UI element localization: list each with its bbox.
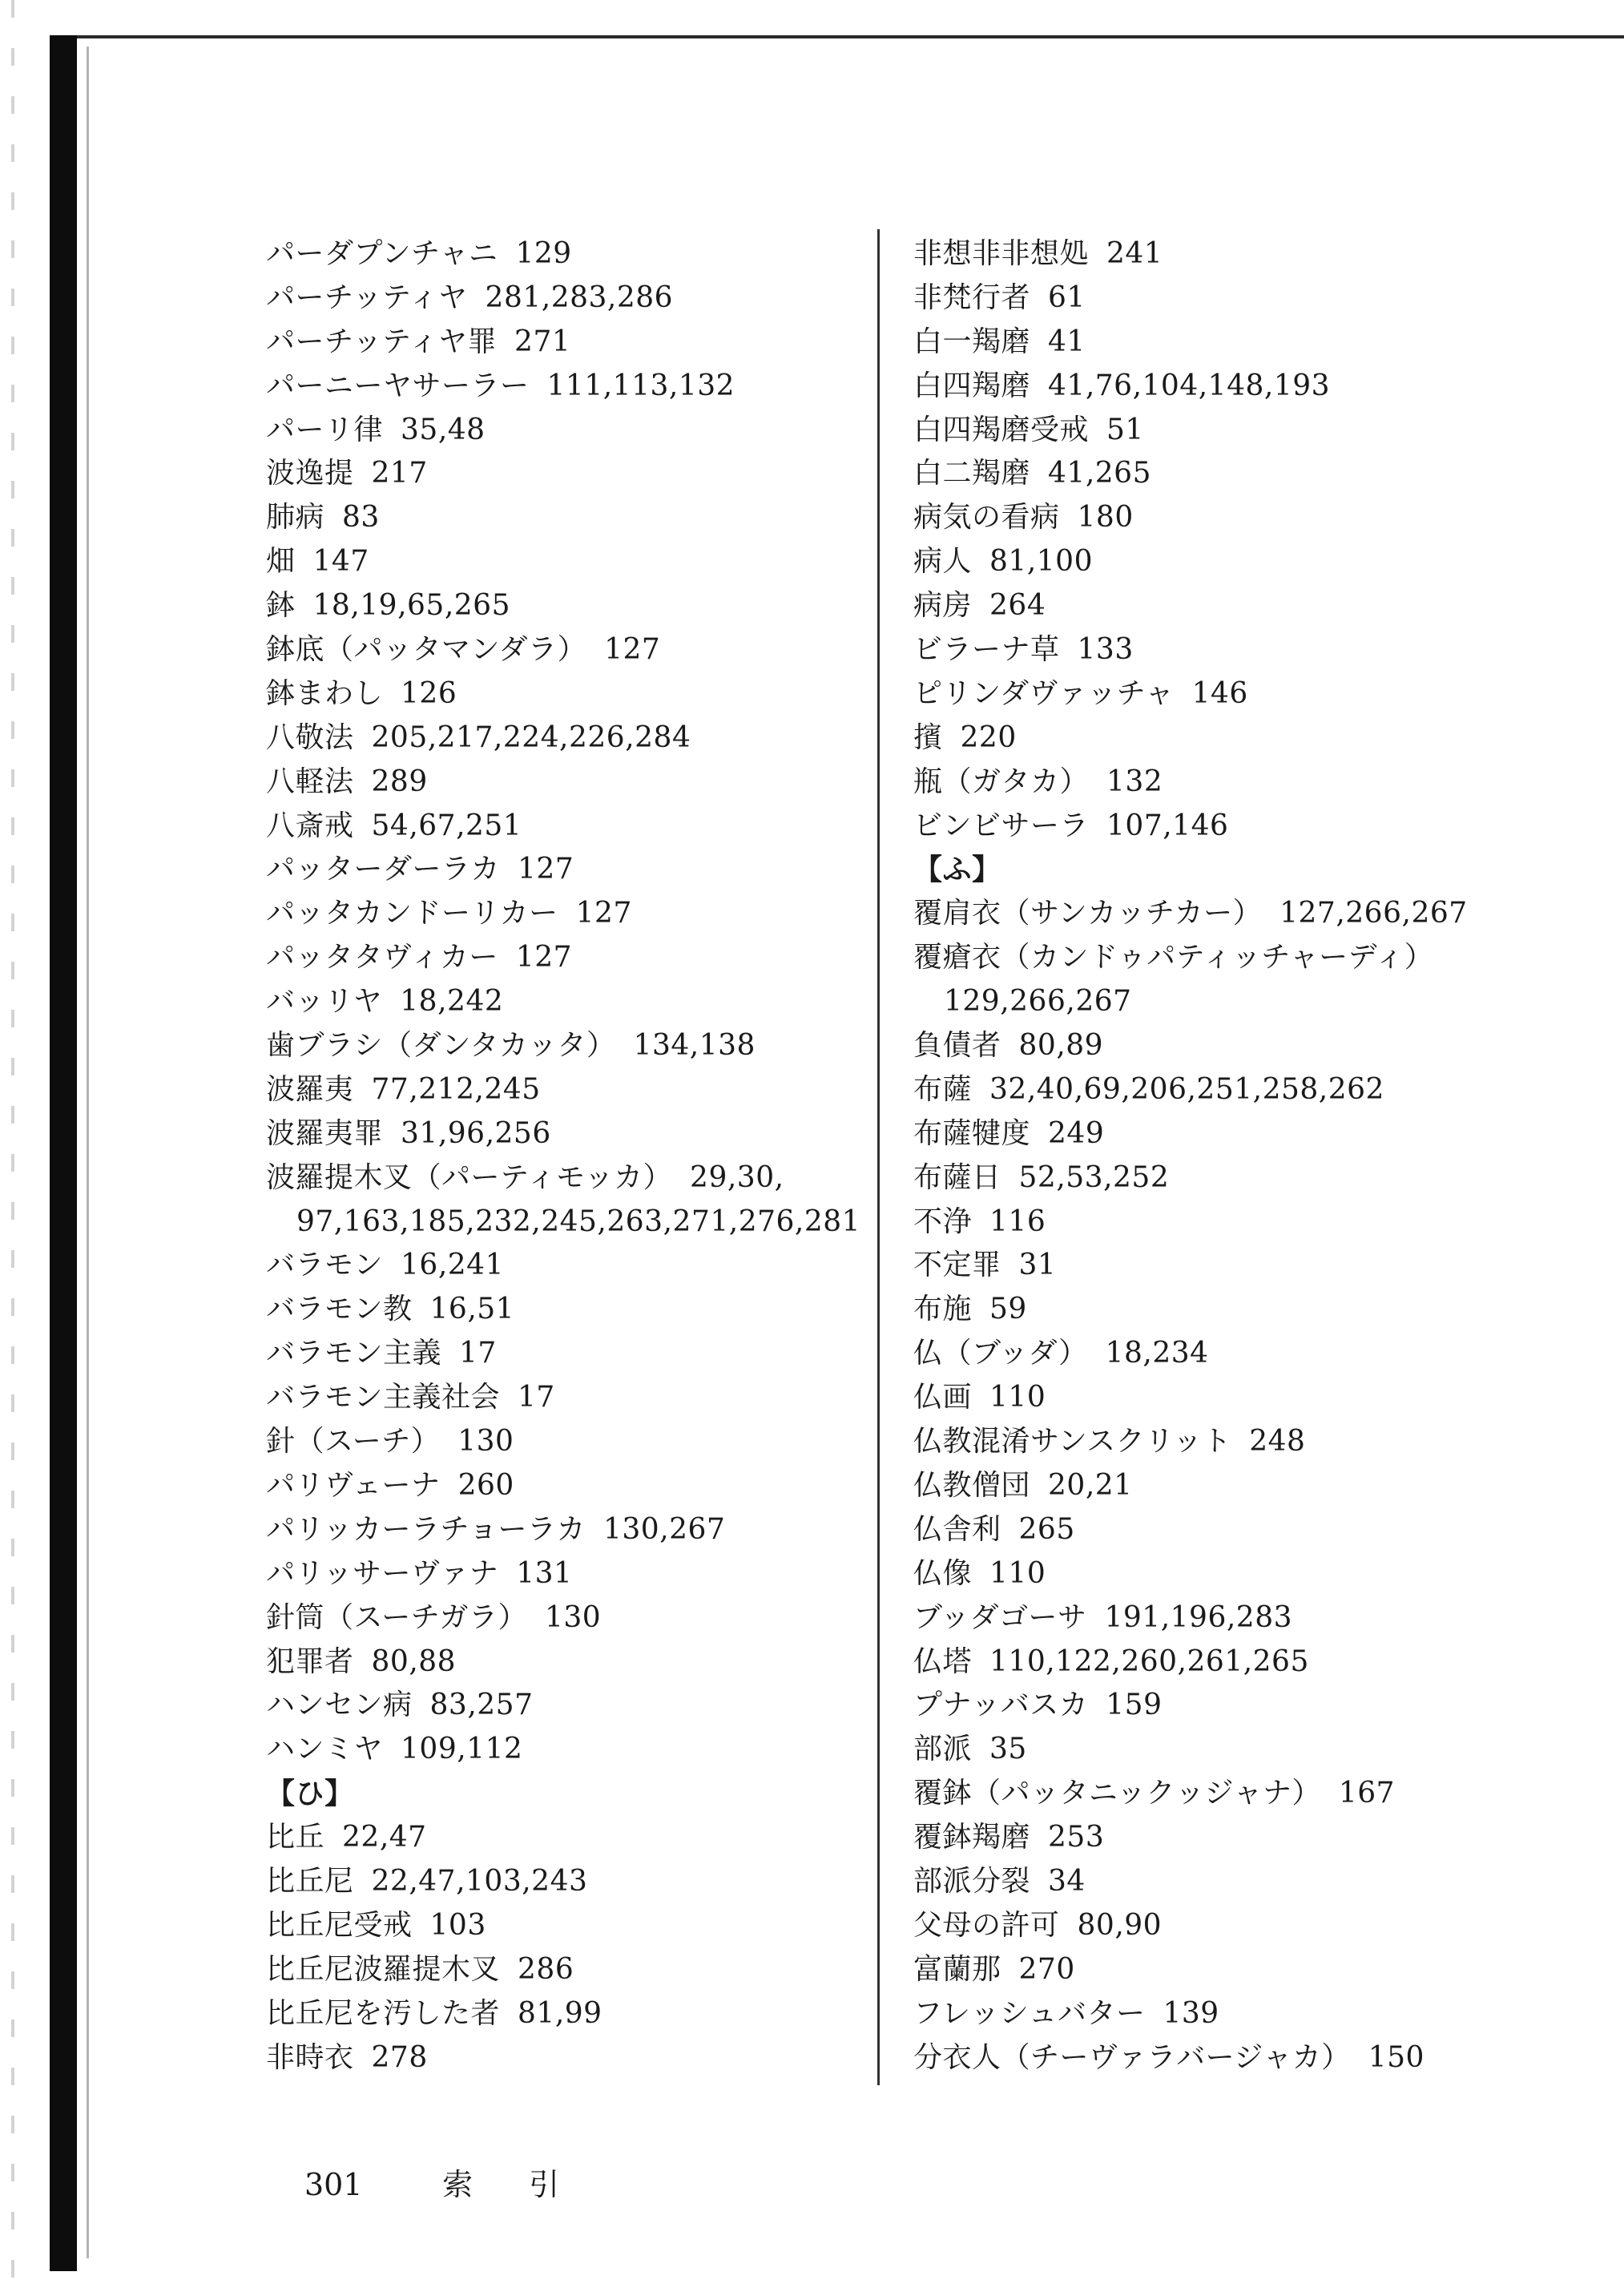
index-entry — [266, 584, 859, 628]
index-pages: 205,217,224,226,284 — [371, 720, 691, 754]
index-entry — [913, 892, 1618, 936]
index-pages: 159 — [1106, 1689, 1163, 1722]
index-term: 白四羯磨 — [913, 369, 1031, 402]
index-entry — [266, 892, 859, 936]
index-term: ブッダゴーサ — [913, 1600, 1087, 1634]
index-pages: 22,47 — [342, 1821, 427, 1854]
index-pages: 51 — [1106, 413, 1144, 446]
index-entry — [913, 1200, 1618, 1245]
index-pages: 110 — [989, 1556, 1046, 1590]
index-entry — [913, 716, 1618, 761]
index-entry — [266, 848, 859, 892]
index-pages: 59 — [989, 1293, 1027, 1326]
index-term: 針筒（スーチガラ） — [266, 1600, 527, 1634]
index-entry — [266, 452, 859, 496]
index-term: 波逸提 — [266, 457, 354, 490]
index-pages: 127 — [518, 853, 574, 886]
index-pages: 31,96,256 — [401, 1116, 551, 1150]
index-term: 部派 — [913, 1733, 973, 1766]
index-term: バラモン主義社会 — [266, 1381, 501, 1414]
index-entry — [913, 1508, 1618, 1552]
index-pages: 32,40,69,206,251,258,262 — [989, 1072, 1384, 1106]
index-pages: 133 — [1077, 633, 1134, 667]
index-pages: 249 — [1048, 1116, 1105, 1150]
index-pages: 150 — [1368, 2040, 1425, 2074]
index-entry — [913, 409, 1618, 453]
index-term: 覆鉢（パッタニックッジャナ） — [913, 1777, 1321, 1810]
index-term: 非梵行者 — [913, 280, 1031, 314]
index-term: 八斎戒 — [266, 809, 354, 842]
index-term: パーリ律 — [266, 413, 384, 446]
index-pages: 77,212,245 — [371, 1072, 541, 1106]
index-pages: 83 — [342, 501, 380, 535]
index-column-right — [913, 232, 1618, 2080]
index-term: 覆肩衣（サンカッチカー） — [913, 897, 1263, 930]
index-pages: 41 — [1048, 325, 1086, 358]
index-pages: 127 — [604, 633, 661, 667]
scan-binding-shadow — [50, 35, 77, 2271]
index-entry — [913, 365, 1618, 409]
index-entry — [266, 1332, 859, 1376]
index-entry — [913, 1816, 1618, 1860]
index-pages: 286 — [518, 1952, 574, 1986]
index-term: ビラーナ草 — [913, 633, 1060, 667]
index-entry — [266, 761, 859, 805]
index-term: バラモン主義 — [266, 1337, 442, 1370]
index-entry — [266, 276, 859, 321]
index-pages: 41,265 — [1048, 457, 1151, 490]
index-term: 比丘尼を汚した者 — [266, 1996, 501, 2030]
index-term: 白二羯磨 — [913, 457, 1031, 490]
index-term: 仏画 — [913, 1381, 973, 1414]
index-pages: 34 — [1048, 1864, 1086, 1898]
index-term: 仏教僧団 — [913, 1468, 1031, 1502]
index-term: 覆鉢羯磨 — [913, 1821, 1031, 1854]
index-entry — [913, 980, 1618, 1024]
index-term: 白一羯磨 — [913, 325, 1031, 358]
index-pages: 17 — [459, 1337, 497, 1370]
index-entry — [266, 1552, 859, 1596]
index-entry — [266, 2036, 859, 2080]
scan-edge-specks — [11, 0, 14, 2296]
index-pages: 281,283,286 — [485, 280, 674, 314]
index-entry — [266, 1288, 859, 1332]
index-pages: 147 — [312, 545, 369, 579]
index-entry — [266, 1596, 859, 1640]
index-pages: 41,76,104,148,193 — [1048, 369, 1331, 402]
index-term: パリッサーヴァナ — [266, 1556, 499, 1590]
index-pages: 265 — [1018, 1512, 1075, 1546]
index-pages: 18,242 — [400, 985, 504, 1019]
index-term: パリッカーラチョーラカ — [266, 1512, 586, 1546]
index-pages: 35 — [989, 1733, 1027, 1766]
index-term: パリヴェーナ — [266, 1468, 441, 1502]
index-term: 病房 — [913, 589, 973, 623]
index-pages: 248 — [1249, 1425, 1306, 1459]
index-pages: 29,30, — [690, 1160, 784, 1194]
index-pages: 260 — [457, 1468, 514, 1502]
index-pages: 103 — [429, 1908, 486, 1942]
index-term: 病人 — [913, 545, 973, 579]
index-pages: 83,257 — [429, 1689, 534, 1722]
index-entry — [913, 936, 1618, 980]
index-entry — [266, 1904, 859, 1948]
index-pages: 129 — [515, 237, 572, 270]
index-term: バラモン — [266, 1249, 384, 1282]
index-entry — [913, 2036, 1618, 2080]
index-entry — [913, 628, 1618, 672]
index-term: 鉢まわし — [266, 676, 384, 710]
index-pages: 217 — [371, 457, 428, 490]
index-term: 父母の許可 — [913, 1908, 1060, 1942]
index-pages: 139 — [1163, 1996, 1219, 2030]
index-pages: 130,267 — [602, 1512, 726, 1546]
index-entry — [266, 672, 859, 716]
index-term: 比丘尼波羅提木叉 — [266, 1952, 501, 1986]
index-term: パーチッティヤ — [266, 280, 468, 314]
index-entry — [266, 1024, 859, 1068]
index-entry — [913, 1640, 1618, 1685]
index-entry — [913, 1596, 1618, 1640]
index-entry — [913, 1772, 1618, 1816]
index-term: パーチッティヤ罪 — [266, 325, 498, 358]
index-pages: 167 — [1338, 1777, 1396, 1810]
scan-margin-line — [87, 46, 89, 2258]
index-entry — [266, 232, 859, 276]
index-pages: 20,21 — [1048, 1468, 1133, 1502]
index-pages: 127,266,267 — [1279, 897, 1468, 930]
index-term: フレッシュバター — [913, 1996, 1146, 2030]
index-term: 不浄 — [913, 1204, 973, 1238]
index-term: 仏教混淆サンスクリット — [913, 1425, 1232, 1459]
index-term: 比丘尼 — [266, 1864, 354, 1898]
index-entry — [913, 1948, 1618, 1992]
index-term: 覆瘡衣（カンドゥパティッチャーディ） — [913, 941, 1434, 974]
column-divider — [877, 229, 880, 2085]
index-term: 病気の看病 — [913, 501, 1060, 535]
index-entry — [266, 1948, 859, 1992]
index-term: 波羅夷 — [266, 1072, 354, 1106]
index-pages: 241 — [1106, 237, 1163, 270]
index-pages: 16,51 — [429, 1293, 515, 1326]
index-entry — [266, 716, 859, 761]
page-top-rule — [56, 35, 1624, 38]
index-term: パッタタヴィカー — [266, 941, 498, 974]
index-term: 針（スーチ） — [266, 1425, 441, 1459]
index-pages: 54,67,251 — [371, 809, 522, 842]
index-entry — [913, 1904, 1618, 1948]
index-entry — [913, 276, 1618, 321]
index-entry — [266, 409, 859, 453]
index-term: 不定罪 — [913, 1249, 1001, 1282]
index-entry — [913, 1860, 1618, 1904]
index-term: 仏塔 — [913, 1644, 973, 1678]
index-pages: 116 — [989, 1204, 1046, 1238]
index-entry — [913, 1552, 1618, 1596]
index-term: 【ひ】 — [266, 1777, 354, 1811]
index-pages: 17 — [518, 1381, 555, 1414]
index-pages: 131 — [516, 1556, 573, 1590]
index-entry — [266, 1156, 859, 1200]
index-entry — [913, 1112, 1618, 1156]
index-entry — [266, 1420, 859, 1464]
index-pages: 61 — [1048, 280, 1086, 314]
index-term: 八軽法 — [266, 765, 354, 798]
index-pages: 110,122,260,261,265 — [989, 1644, 1309, 1678]
index-pages: 134,138 — [633, 1029, 756, 1063]
index-term: 仏舎利 — [913, 1512, 1001, 1546]
index-entry — [913, 1376, 1618, 1420]
index-entry — [913, 496, 1618, 540]
index-pages: 130 — [457, 1425, 514, 1459]
index-pages: 81,100 — [989, 545, 1093, 579]
index-entry — [913, 1464, 1618, 1508]
index-entry — [266, 805, 859, 849]
index-pages: 126 — [401, 676, 457, 710]
index-term: プナッバスカ — [913, 1689, 1089, 1722]
index-entry — [266, 1816, 859, 1860]
index-entry — [266, 1728, 859, 1772]
index-pages: 80,89 — [1018, 1029, 1104, 1063]
index-pages: 107,146 — [1106, 809, 1229, 842]
index-entry — [913, 452, 1618, 496]
index-term: ピリンダヴァッチャ — [913, 676, 1175, 710]
section-label: 索引 — [442, 2167, 616, 2202]
index-term: パーダプンチャニ — [266, 237, 498, 270]
index-pages: 220 — [960, 720, 1017, 754]
index-pages: 132 — [1106, 765, 1163, 798]
index-entry — [266, 1244, 859, 1288]
index-entry — [266, 980, 859, 1024]
index-entry — [266, 628, 859, 672]
index-entry — [913, 1244, 1618, 1288]
index-entry — [913, 1332, 1618, 1376]
index-term: 富蘭那 — [913, 1952, 1001, 1986]
index-term: 布施 — [913, 1293, 973, 1326]
index-term: パーニーヤサーラー — [266, 369, 530, 402]
index-entry — [913, 1992, 1618, 2036]
index-term: 八敬法 — [266, 720, 354, 754]
index-term: 分衣人（チーヴァラバージャカ） — [913, 2040, 1351, 2074]
index-term: バラモン教 — [266, 1293, 413, 1326]
index-entry — [913, 1728, 1618, 1772]
index-term: 布薩日 — [913, 1160, 1001, 1194]
page-footer — [304, 2160, 615, 2204]
index-term: 歯ブラシ（ダンタカッタ） — [266, 1029, 616, 1063]
index-pages: 278 — [371, 2040, 428, 2074]
index-term: 畑 — [266, 545, 296, 579]
index-entry — [266, 1068, 859, 1112]
index-term: パッターダーラカ — [266, 853, 501, 886]
index-term: 比丘 — [266, 1821, 325, 1854]
index-pages: 81,99 — [518, 1996, 602, 2030]
index-term: 部派分裂 — [913, 1864, 1031, 1898]
index-entry — [266, 936, 859, 980]
index-term: 波羅提木叉（パーティモッカ） — [266, 1160, 673, 1194]
index-pages: 35,48 — [401, 413, 486, 446]
index-entry — [266, 1860, 859, 1904]
index-entry — [266, 1376, 859, 1420]
index-term: 比丘尼受戒 — [266, 1908, 413, 1942]
index-term: ビンビサーラ — [913, 809, 1090, 842]
index-entry — [913, 540, 1618, 584]
index-term: バッリヤ — [266, 985, 383, 1019]
index-term: 白四羯磨受戒 — [913, 413, 1090, 446]
index-entry — [913, 1684, 1618, 1728]
index-term: 鉢底（パッタマンダラ） — [266, 633, 587, 667]
index-pages: 110 — [989, 1381, 1046, 1414]
index-entry — [913, 1156, 1618, 1200]
index-pages: 52,53,252 — [1018, 1160, 1170, 1194]
index-term: 肺病 — [266, 501, 325, 535]
index-term: 【ふ】 — [913, 853, 1001, 887]
index-entry — [913, 1024, 1618, 1068]
index-entry — [266, 1112, 859, 1156]
index-entry — [913, 321, 1618, 365]
index-pages: 109,112 — [401, 1733, 523, 1766]
index-entry — [266, 321, 859, 365]
index-pages: 253 — [1048, 1821, 1105, 1854]
index-pages: 289 — [371, 765, 428, 798]
index-pages: 18,234 — [1105, 1337, 1209, 1370]
index-entry — [266, 1200, 859, 1245]
index-entry — [913, 1420, 1618, 1464]
index-entry — [266, 496, 859, 540]
index-pages: 22,47,103,243 — [371, 1864, 588, 1898]
index-term: 非時衣 — [266, 2040, 354, 2074]
index-entry — [266, 1508, 859, 1552]
index-pages: 31 — [1018, 1249, 1057, 1282]
index-term: 犯罪者 — [266, 1644, 354, 1678]
index-term: 仏像 — [913, 1556, 973, 1590]
index-term: 布薩 — [913, 1072, 973, 1106]
index-entry — [266, 1640, 859, 1685]
index-term: 布薩犍度 — [913, 1116, 1031, 1150]
index-pages: 146 — [1191, 676, 1248, 710]
index-entry — [913, 805, 1618, 849]
index-term: 瓶（ガタカ） — [913, 765, 1090, 798]
index-pages: 18,19,65,265 — [312, 589, 510, 623]
index-term: 負債者 — [913, 1029, 1001, 1063]
index-entry — [266, 1464, 859, 1508]
index-entry — [913, 672, 1618, 716]
index-term: ハンミヤ — [266, 1733, 384, 1766]
index-term: パッタカンドーリカー — [266, 897, 558, 930]
index-entry — [913, 584, 1618, 628]
index-entry — [913, 232, 1618, 276]
index-pages: 191,196,283 — [1104, 1600, 1293, 1634]
index-pages: 80,88 — [371, 1644, 457, 1678]
index-term: 仏（ブッダ） — [913, 1337, 1088, 1370]
index-entry — [913, 1288, 1618, 1332]
index-pages: 127 — [515, 941, 573, 974]
index-column-left — [266, 232, 859, 2080]
index-term: 波羅夷罪 — [266, 1116, 384, 1150]
index-entry — [913, 1068, 1618, 1112]
index-term: 鉢 — [266, 589, 296, 623]
index-pages: 127 — [575, 897, 632, 930]
index-pages: 111,113,132 — [546, 369, 735, 402]
index-term: ハンセン病 — [266, 1689, 413, 1722]
index-term: 擯 — [913, 720, 943, 754]
index-entry — [266, 365, 859, 409]
index-entry — [266, 1992, 859, 2036]
index-pages: 129,266,267 — [944, 985, 1132, 1019]
index-entry — [913, 761, 1618, 805]
index-pages: 97,163,185,232,245,263,271,276,281 — [296, 1204, 861, 1238]
index-entry — [266, 1684, 859, 1728]
index-entry — [266, 540, 859, 584]
index-term: 非想非非想処 — [913, 237, 1090, 270]
index-pages: 80,90 — [1077, 1908, 1163, 1942]
index-pages: 180 — [1077, 501, 1134, 535]
index-section-heading — [266, 1772, 859, 1816]
index-pages: 264 — [989, 589, 1046, 623]
index-pages: 130 — [544, 1600, 602, 1634]
index-pages: 271 — [514, 325, 571, 358]
index-section-heading — [913, 848, 1618, 892]
index-pages: 16,241 — [401, 1249, 504, 1282]
index-pages: 270 — [1018, 1952, 1075, 1986]
page-number: 301 — [304, 2167, 363, 2202]
